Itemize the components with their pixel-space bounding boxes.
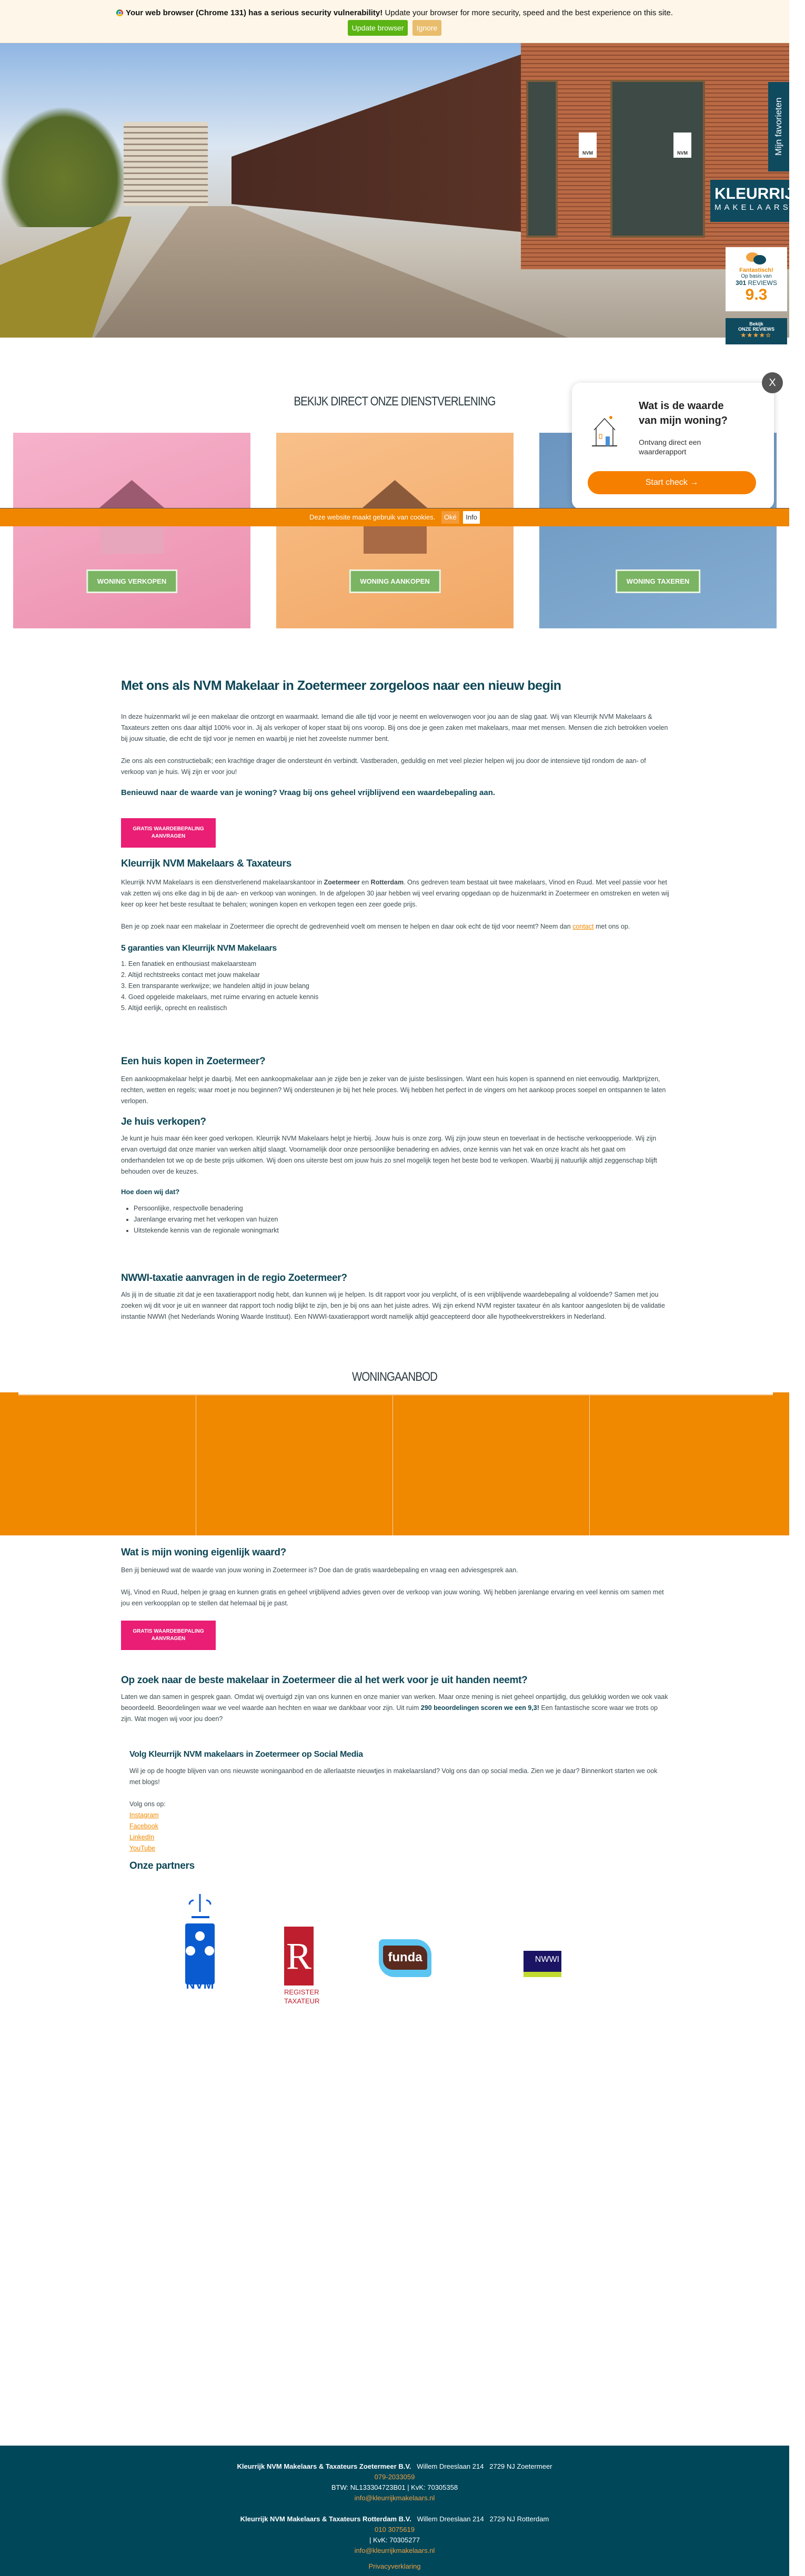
- about-paragraph-2: [121, 921, 671, 932]
- woning-taxeren-button[interactable]: WONING TAXEREN: [616, 569, 701, 593]
- guarantee-item: 2. Altijd rechtstreeks contact met jouw makelaar: [121, 971, 260, 979]
- social-title: Volg Kleurrijk NVM makelaars in Zoetermeer op Social Media: [129, 1750, 363, 1759]
- review-cta-line2: ONZE REVIEWS: [738, 327, 774, 332]
- worth-section: [121, 1547, 671, 1650]
- chat-bubbles-icon: [746, 252, 767, 265]
- register-line2: TAXATEUR: [284, 1997, 320, 2005]
- register-r-icon: R: [284, 1927, 314, 1986]
- text: en: [359, 879, 371, 886]
- social-section: [129, 1750, 666, 1872]
- start-check-button[interactable]: [588, 471, 756, 494]
- cookie-bar: [0, 508, 789, 526]
- text: Ben je op zoek naar een makelaar in Zoetermeer die oprecht de gedrevenheid voelt om mensen te helpen en daar ook echt de tijd voor neemt? Neem dan: [121, 923, 573, 930]
- guarantees-title: 5 garanties van Kleurrijk NVM Makelaars: [121, 944, 277, 953]
- free-valuation-button-2[interactable]: GRATIS WAARDEBEPALING AANVRAGEN: [121, 1621, 216, 1650]
- buy-title: Een huis kopen in Zoetermeer?: [121, 1056, 266, 1067]
- favorites-tab[interactable]: Mijn favorieten: [768, 82, 789, 171]
- facebook-link[interactable]: Facebook: [129, 1822, 158, 1830]
- divider: [18, 1392, 773, 1396]
- office-email[interactable]: info@kleurrijkmakelaars.nl: [354, 2494, 435, 2502]
- guarantee-item: 4. Goed opgeleide makelaars, met ruime ervaring en actuele kennis: [121, 993, 319, 1001]
- service-card-aankopen[interactable]: [276, 433, 514, 628]
- social-links: [129, 1810, 666, 1854]
- sell-title: Je huis verkopen?: [121, 1116, 206, 1127]
- browser-update-banner: [0, 0, 789, 43]
- privacy-link[interactable]: Privacyverklaring: [368, 2562, 421, 2570]
- register-line1: REGISTER: [284, 1988, 319, 1996]
- listing-divider: [589, 1396, 590, 1535]
- worth-text-2: Wij, Vinod en Ruud, helpen je graag en kunnen gratis en geheel vrijblijvend advies geven over de verkoop van jouw woning. Wij hebben jarenlange ervaring en veel kennis om samen met jou een verkoopplan op te stellen dat helemaal bij je past.: [121, 1589, 664, 1607]
- about-title: Kleurrijk NVM Makelaars & Taxateurs: [121, 858, 291, 869]
- free-valuation-button[interactable]: GRATIS WAARDEBEPALING AANVRAGEN: [121, 818, 216, 848]
- arrow-right-icon: →: [690, 478, 699, 487]
- woningaanbod-title: WONINGAANBOD: [351, 1370, 438, 1384]
- office-phone[interactable]: 010 3075619: [375, 2526, 415, 2533]
- worth-text-1: Ben jij benieuwd wat de waarde van jouw woning in Zoetermeer is? Doe dan de gratis waardebepaling en vraag een adviesgesprek aan.: [121, 1566, 518, 1574]
- close-popup-button[interactable]: X: [762, 372, 783, 393]
- how-list: [134, 1203, 671, 1236]
- guarantee-item: 1. Een fanatiek en enthousiast makelaarsteam: [121, 960, 257, 968]
- text: met ons op.: [593, 923, 630, 930]
- linkedin-link[interactable]: LinkedIn: [129, 1834, 155, 1841]
- register-taxateur-logo[interactable]: [284, 1927, 320, 2005]
- office-name: Kleurrijk NVM Makelaars & Taxateurs Zoetermeer B.V.: [237, 2462, 411, 2470]
- funda-logo[interactable]: [379, 1939, 431, 1977]
- sign-subtitle: MAKELAARS: [715, 203, 791, 212]
- buy-text: Een aankoopmakelaar helpt je daarbij. Met een aankoopmakelaar aan je zijde ben je zeker van de juiste beslissingen. Want een huis kopen is spannend en niet eenvoudig. Marktprijzen, rechten, wetten en regels; waar moet je nou beginnen? Wij ondersteunen je bij het hele proces. Wij hebben het perfect in de vingers om het aankoop proces soepel en ontspannen te laten verlopen.: [121, 1075, 666, 1105]
- woning-verkopen-button[interactable]: WONING VERKOPEN: [86, 569, 177, 593]
- nvm-logo: NVM: [579, 133, 597, 158]
- partner-logos: [0, 1893, 789, 2014]
- best-section: [121, 1675, 671, 1725]
- follow-label: Volg ons op:: [129, 1800, 166, 1808]
- popup-text: Ontvang direct een waarderapport: [639, 438, 701, 456]
- sign-title: KLEURRIJK: [715, 185, 805, 202]
- office-ids: | KvK: 70305277: [369, 2536, 420, 2544]
- text: Kleurrijk NVM Makelaars is een dienstverlenend makelaarskantoor in: [121, 879, 324, 886]
- trees: [0, 106, 126, 227]
- intro-paragraph-1: In deze huizenmarkt wil je een makelaar die ontzorgt en waarmaakt. Iemand die alle tijd voor je neemt en weloverwogen voor jou aan de slag gaat. Wij van Kleurrijk NVM Makelaars & Taxateurs zetten ons daar altijd 100% voor in. Jij als verkoper of koper staat bij ons voorop. Bij ons doe je geen zaken met makelaars, maar met mensen. Mensen die zich betrokken voelen bij jouw situatie, die echt de tijd voor je nemen en waarbij je niet het zoveelste nummer bent.: [121, 713, 668, 742]
- valuation-popup: [572, 383, 774, 509]
- nwwi-title: NWWI-taxatie aanvragen in de regio Zoetermeer?: [121, 1272, 347, 1284]
- worth-title: Wat is mijn woning eigenlijk waard?: [121, 1547, 286, 1558]
- funda-logo-text: funda: [383, 1946, 427, 1970]
- guarantees-list: [121, 959, 671, 1014]
- office-rotterdam: [0, 2514, 789, 2556]
- nvm-logo-text: NVM: [186, 1978, 214, 1992]
- text: . Ons gedreven team bestaat uit twee makelaars, Vinod en Ruud. Met veel passie voor het vak zetten wij ons elke dag in bij de aan- en verkoop van woningen. In de afgelopen 30 jaar hebben wij veel ervaring opgedaan op de huizenmarkt in Zoetermeer en omstreken en weten wij keer op keer het beste resultaat te behalen; woningen kopen en verkopen tegen een zeer goede prijs.: [121, 879, 669, 908]
- city-rotterdam: Rotterdam: [370, 879, 404, 886]
- ignore-button[interactable]: Ignore: [412, 20, 442, 36]
- intro-paragraph-2: Zie ons als een constructiebalk; een krachtige drager die ondersteunt én verbindt. Vastberaden, geduldig en met veel plezier helpen wij jou door de intensieve tijd rondom de aan- of verkoop van je huis. Wij zijn er voor jou!: [121, 757, 646, 776]
- youtube-link[interactable]: YouTube: [129, 1845, 156, 1852]
- review-count: 301: [736, 279, 747, 287]
- basis-label: Op basis van: [741, 273, 772, 279]
- nwwi-text: Als jij in de situatie zit dat je een taxatierapport nodig hebt, dan kunnen wij je helpen. Is dit rapport voor jou verplicht, of is een vrijblijvende waardebepaling al voldoende? Samen met jou zoeken wij dit voor je uit en wanneer dat rapport toch nodig blijkt te zijn, ben je bij ons aan het juiste adres. Wij zijn erkend NVM register taxateur én als kantoor aangesloten bij de validatie instantie NWWI (het Nederlands Woning Waarde Instituut). Een NWWI-taxatierapport wordt namelijk altijd geaccepteerd door alle hypotheekverstrekkers in Nederland.: [121, 1291, 665, 1320]
- office-phone[interactable]: 079-2033059: [374, 2473, 415, 2481]
- apartment-building: [124, 122, 208, 206]
- nvm-crown-icon: [185, 1893, 215, 1977]
- how-item: • Uitstekende kennis van de regionale woningmarkt: [134, 1225, 671, 1236]
- text: Laten we dan samen in gesprek gaan. Omdat wij overtuigd zijn van ons kunnen en onze manier van werken. Maar onze mening is niet geheel onpartijdig, dus gelukkig worden we ook vaak beoordeeld. Beoordelingen waar we veel waarde aan hechten en waar we dankbaar voor zijn. Uit ruim: [121, 1693, 668, 1712]
- nwwi-logo[interactable]: NWWI: [524, 1951, 561, 1977]
- how-item: • Jarenlange ervaring met het verkopen van huizen: [134, 1214, 671, 1225]
- nwwi-section: [121, 1272, 671, 1322]
- review-widget[interactable]: [726, 247, 787, 363]
- instagram-link[interactable]: Instagram: [129, 1811, 159, 1819]
- sell-text: Je kunt je huis maar één keer goed verkopen. Kleurrijk NVM Makelaars helpt je hierbij. Jouw huis is onze zorg. Wij zijn jouw steun en toeverlaat in de hectische verkoopperiode. Wij zijn ervan overtuigd dat onze manier van werken altijd slaagt. Voornamelijk door onze persoonlijke benadering en advies, onze kennis van het vak en onze kracht als het gaat om onderhandelen tot we op de beste prijs uitkomen. Wij doen ons uiterste best om jouw huis zo snel mogelijk tegen het beste bod te verkopen. Waarbij jij natuurlijk altijd zeggenschap blijft behouden over de keuzes.: [121, 1135, 657, 1175]
- hero-image: [0, 43, 805, 338]
- rating-word: Fantastisch!: [739, 267, 773, 273]
- footer: [0, 2446, 789, 2576]
- woning-aankopen-button[interactable]: WONING AANKOPEN: [349, 569, 440, 593]
- office-street: Willem Dreeslaan 214: [417, 2462, 484, 2470]
- register-text: [284, 1988, 320, 2005]
- social-text: Wil je op de hoogte blijven van ons nieuwste woningaanbod en de allerlaatste nieuwtjes in makelaarsland? Volg ons dan op social media. Zien we je daar? Binnenkort starten we ook met blogs!: [129, 1767, 658, 1786]
- text: Een fantastische score waar we trots op zijn. Wat mogen wij voor jou doen?: [121, 1704, 658, 1723]
- buy-section: [121, 1056, 671, 1236]
- review-cta-line1: Bekijk: [749, 321, 763, 327]
- brick-building: [232, 43, 526, 232]
- about-section: [121, 858, 671, 1014]
- office-ids: BTW: NL133304723B01 | KvK: 70305358: [331, 2483, 458, 2491]
- start-check-label: Start check: [645, 478, 688, 487]
- partners-title: Onze partners: [129, 1860, 195, 1871]
- star-rating-icon: ★★★★☆: [740, 332, 772, 339]
- main-title: Met ons als NVM Makelaar in Zoetermeer zorgeloos naar een nieuw begin: [121, 678, 561, 693]
- cookie-info-button[interactable]: Info: [463, 511, 480, 524]
- review-score: 9.3: [745, 286, 768, 303]
- intro-section: [121, 678, 671, 848]
- office-city: 2729 NJ Zoetermeer: [489, 2462, 552, 2470]
- score-highlight: 290 beoordelingen scoren we een 9,3!: [420, 1704, 539, 1712]
- kleurrijk-sign: [710, 180, 805, 222]
- house-illustration-icon: [592, 415, 617, 448]
- reviews-label: REVIEWS: [748, 279, 777, 287]
- banner-bold-text: Your web browser (Chrome 131) has a serious security vulnerability!: [126, 8, 383, 17]
- how-item: • Persoonlijke, respectvolle benadering: [134, 1203, 671, 1214]
- banner-message: [0, 8, 789, 17]
- intro-cta-heading: Benieuwd naar de waarde van je woning? Vraag bij ons geheel vrijblijvend een waardebepaling aan.: [121, 788, 496, 797]
- popup-title: Wat is de waarde van mijn woning?: [639, 400, 728, 426]
- office-city: 2729 NJ Rotterdam: [489, 2515, 549, 2523]
- listings-grid: [0, 1392, 789, 1535]
- nvm-logo: NVM: [673, 133, 691, 158]
- cookie-ok-button[interactable]: Oké: [441, 511, 459, 524]
- guarantee-item: 5. Altijd eerlijk, oprecht en realistisch: [121, 1004, 227, 1012]
- contact-link[interactable]: contact: [572, 923, 594, 930]
- office-email[interactable]: info@kleurrijkmakelaars.nl: [354, 2547, 435, 2554]
- banner-text: Update your browser for more security, speed and the best experience on this site.: [385, 8, 673, 17]
- best-text: [121, 1692, 671, 1725]
- about-paragraph-1: [121, 877, 671, 910]
- nvm-logo[interactable]: [185, 1893, 215, 1992]
- update-browser-button[interactable]: Update browser: [348, 20, 408, 36]
- service-card-verkopen[interactable]: [13, 433, 250, 628]
- services-title: BEKIJK DIRECT ONZE DIENSTVERLENING: [294, 394, 496, 409]
- best-title: Op zoek naar de beste makelaar in Zoetermeer die al het werk voor je uit handen neemt?: [121, 1675, 528, 1686]
- city-zoetermeer: Zoetermeer: [324, 879, 360, 886]
- chrome-icon: [116, 9, 123, 16]
- window: [610, 80, 705, 238]
- guarantee-item: 3. Een transparante werkwijze; we handelen altijd in jouw belang: [121, 982, 309, 990]
- window: [526, 80, 558, 238]
- office-name: Kleurrijk NVM Makelaars & Taxateurs Rotterdam B.V.: [240, 2515, 411, 2523]
- office-zoetermeer: [0, 2461, 789, 2503]
- cookie-text: Deze website maakt gebruik van cookies.: [309, 513, 436, 521]
- how-title: Hoe doen wij dat?: [121, 1188, 180, 1196]
- office-street: Willem Dreeslaan 214: [417, 2515, 484, 2523]
